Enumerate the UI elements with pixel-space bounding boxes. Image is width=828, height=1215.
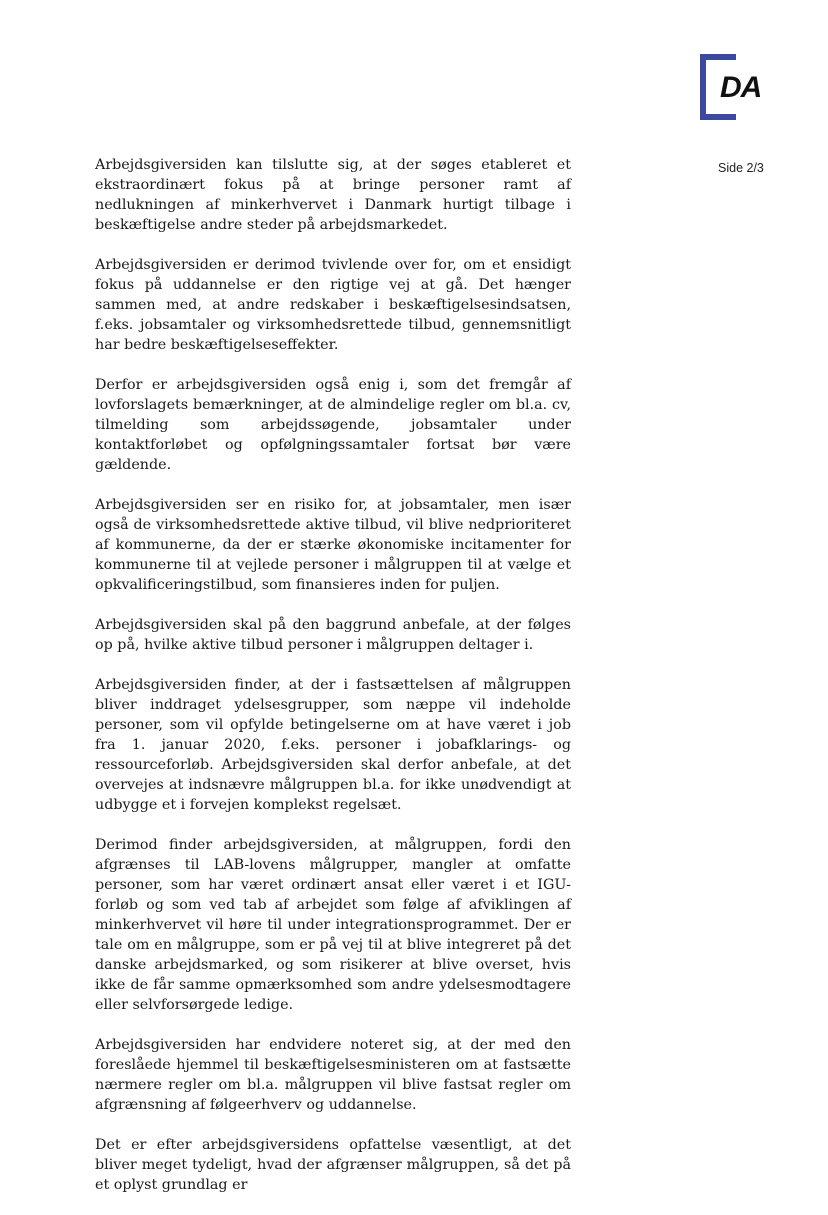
paragraph: Arbejdsgiversiden finder, at der i fastsættelsen af målgruppen bliver inddraget ydelsesgrupper, som næppe vil indeholde personer, som vil opfylde betingelserne om at have været i job fra 1. januar 2020, f.eks. personer i jobafklarings- og ressourceforløb. Arbejdsgiversiden skal derfor anbefale, at det overvejes at indsnævre målgruppen bl.a. for ikke unødvendigt at udbygge et i forvejen komplekst regelsæt. [95,677,571,813]
da-logo-mark [698,50,762,122]
paragraph: Arbejdsgiversiden har endvidere noteret sig, at der med den foreslåede hjemmel til beskæftigelsesministeren om at fastsætte nærmere regler om bl.a. målgruppen vil blive fastsat regler om afgrænsning af følgeerhverv og uddannelse. [95,1037,571,1113]
paragraph: Det er efter arbejdsgiversidens opfattelse væsentligt, at det bliver meget tydeligt, hvad der afgrænser målgruppen, så det på et oplyst grundlag er [95,1137,571,1193]
paragraph: Arbejdsgiversiden kan tilslutte sig, at der søges etableret et ekstraordinært fokus på at bringe personer ramt af nedlukningen af minkerhvervet i Danmark hurtigt tilbage i beskæftigelse andre steder på arbejdsmarkedet. [95,157,571,233]
da-logo [698,50,762,122]
letter-body [95,155,571,1215]
page-number: Side 2/3 [718,161,764,175]
paragraph: Derfor er arbejdsgiversiden også enig i, som det fremgår af lovforslagets bemærkninger, at de almindelige regler om bl.a. cv, tilmelding som arbejdssøgende, jobsamtaler under kontaktforløbet og opfølgningssamtaler fortsat bør være gældende. [95,377,571,473]
paragraph: Arbejdsgiversiden skal på den baggrund anbefale, at der følges op på, hvilke aktive tilbud personer i målgruppen deltager i. [95,617,571,653]
logo-text: DA [720,71,762,104]
paragraph: Arbejdsgiversiden er derimod tvivlende over for, om et ensidigt fokus på uddannelse er den rigtige vej at gå. Det hænger sammen med, at andre redskaber i beskæftigelsesindsatsen, f.eks. jobsamtaler og virksomhedsrettede tilbud, gennemsnitligt har bedre beskæftigelseseffekter. [95,257,571,353]
paragraph: Derimod finder arbejdsgiversiden, at målgruppen, fordi den afgrænses til LAB-lovens målgrupper, mangler at omfatte personer, som har været ordinært ansat eller været i et IGU-forløb og som ved tab af arbejdet som følge af afviklingen af minkerhvervet vil høre til under integrationsprogrammet. Der er tale om en målgruppe, som er på vej til at blive integreret på det danske arbejdsmarked, og som risikerer at blive overset, hvis ikke de får samme opmærksomhed som andre ydelsesmodtagere eller selvforsørgede ledige. [95,837,571,1013]
paragraph: Arbejdsgiversiden ser en risiko for, at jobsamtaler, men især også de virksomhedsrettede aktive tilbud, vil blive nedprioriteret af kommunerne, da der er stærke økonomiske incitamenter for kommunerne til at vejlede personer i målgruppen til at vælge et opkvalificeringstilbud, som finansieres inden for puljen. [95,497,571,593]
